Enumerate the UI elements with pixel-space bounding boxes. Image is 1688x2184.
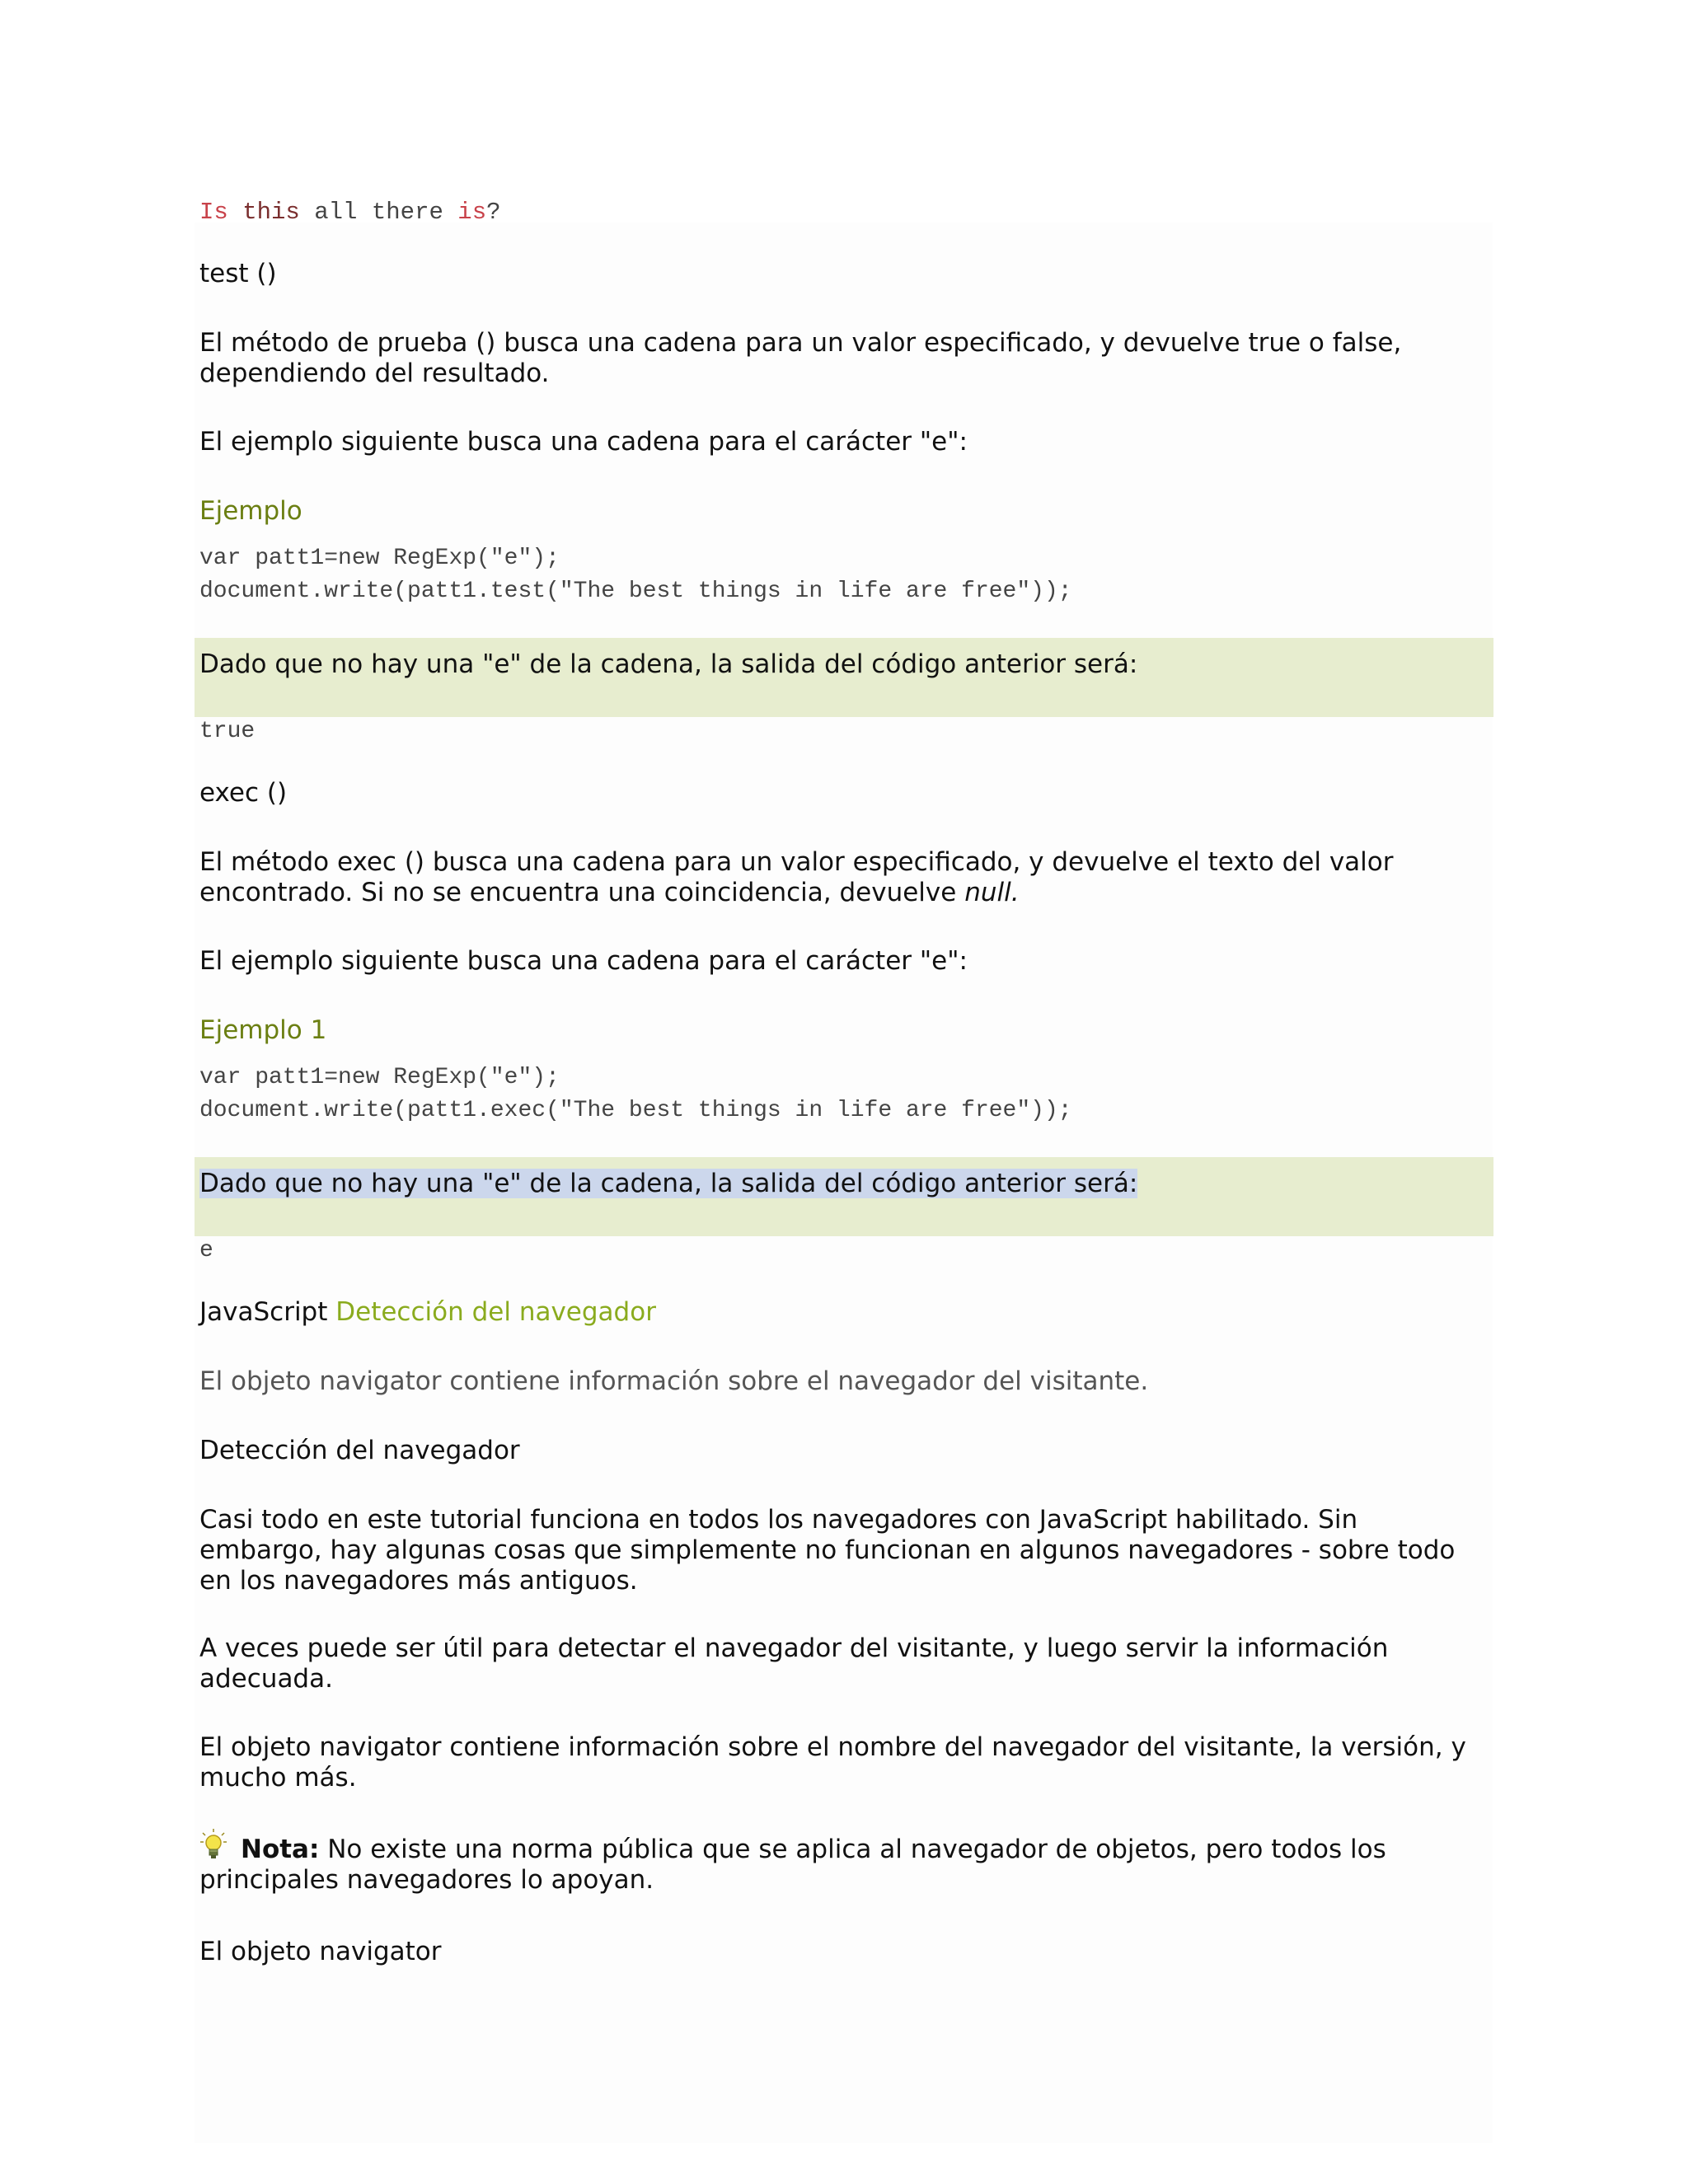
note-label: Nota: — [241, 1835, 320, 1864]
test-heading: test () — [199, 259, 277, 288]
code-keyword: Is — [199, 199, 228, 226]
example-intro: El ejemplo siguiente busca una cadena para el carácter "e": — [199, 946, 968, 976]
code-block-test — [199, 542, 1485, 608]
navigator-heading: El objeto navigator — [199, 1937, 442, 1966]
output-value: e — [199, 1238, 213, 1263]
test-description: El método de prueba () busca una cadena para un valor especificado, y devuelve true o false, dependiendo del resultado. — [199, 328, 1402, 388]
output-value: true — [199, 719, 256, 744]
exec-heading: exec () — [199, 778, 288, 808]
section-title — [199, 1297, 1485, 1328]
example-label: Ejemplo 1 — [199, 1015, 327, 1045]
code-block-exec — [199, 1062, 1485, 1127]
section-title-accent: Detección del navegador — [335, 1297, 656, 1327]
selected-output-note[interactable]: Dado que no hay una "e" de la cadena, la salida del código anterior será: — [199, 1169, 1138, 1198]
code-text: ? — [486, 199, 501, 226]
code-line-question — [199, 196, 1485, 229]
paragraph: El objeto navigator contiene información sobre el nombre del navegador del visitante, la versión, y mucho más. — [199, 1732, 1466, 1793]
subheading-detection: Detección del navegador — [199, 1436, 520, 1465]
code-keyword: this — [242, 199, 300, 226]
code-line: document.write(patt1.test("The best things in life are free")); — [199, 579, 1072, 604]
paragraph: Casi todo en este tutorial funciona en todos los navegadores con JavaScript habilitado. Sin embargo, hay algunas cosas que simplemente no funcionan en algunos navegadores - sobre todo en los navegadores más antiguos. — [199, 1505, 1456, 1596]
example-intro: El ejemplo siguiente busca una cadena para el carácter "e": — [199, 427, 968, 457]
example-label: Ejemplo — [199, 496, 302, 526]
code-line: var patt1=new RegExp("e"); — [199, 546, 560, 571]
lightbulb-icon — [199, 1828, 227, 1861]
paragraph: A veces puede ser útil para detectar el navegador del visitante, y luego servir la información adecuada. — [199, 1633, 1389, 1694]
exec-description — [199, 847, 1485, 908]
code-line: var patt1=new RegExp("e"); — [199, 1065, 560, 1090]
section-intro: El objeto navigator contiene información sobre el navegador del visitante. — [199, 1366, 1149, 1396]
output-note: Dado que no hay una "e" de la cadena, la salida del código anterior será: — [199, 649, 1138, 679]
code-line: document.write(patt1.exec("The best things in life are free")); — [199, 1098, 1072, 1123]
note-text: No existe una norma pública que se aplica al navegador de objetos, pero todos los principales navegadores lo apoyan. — [199, 1835, 1386, 1895]
null-keyword: null. — [964, 878, 1020, 907]
note-block — [199, 1828, 1485, 1896]
code-text: all there — [314, 199, 443, 226]
code-keyword: is — [457, 199, 487, 226]
exec-description-text: El método exec () busca una cadena para un valor especificado, y devuelve el texto del valor encontrado. Si no se encuentra una coincidencia, devuelve — [199, 847, 1394, 907]
section-title-main: JavaScript — [199, 1297, 328, 1327]
